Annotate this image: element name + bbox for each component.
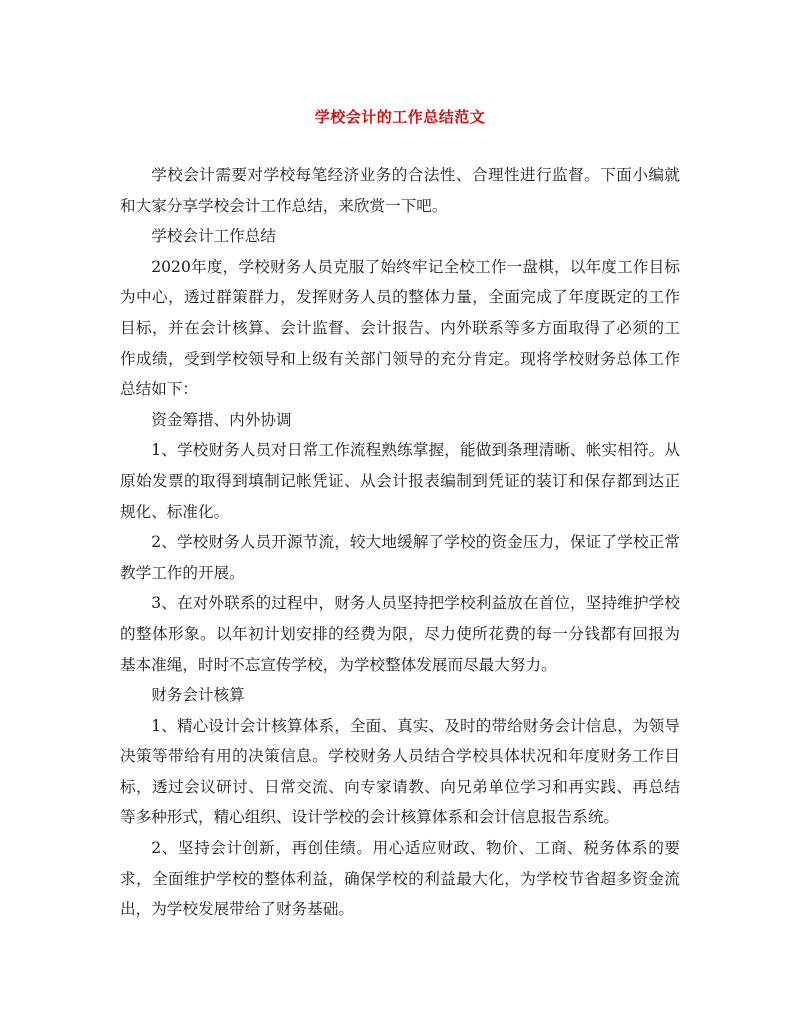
document-body	[120, 160, 680, 925]
funding-item-2: 2、学校财务人员开源节流，较大地缓解了学校的资金压力，保证了学校正常教学工作的开展。	[120, 533, 680, 582]
section-heading-funding: 资金筹措、内外协调	[151, 410, 292, 429]
section-heading-accounting: 财务会计核算	[151, 686, 245, 705]
funding-item-1: 1、学校财务人员对日常工作流程熟练掌握，能做到条理清晰、帐实相符。从原始发票的取得到填制记帐凭证、从会计报表编制到凭证的装订和保存都到达正规化、标准化。	[120, 441, 680, 521]
summary-paragraph: 2020年度，学校财务人员克服了始终牢记全校工作一盘棋，以年度工作目标为中心，透过群策群力，发挥财务人员的整体力量，全面完成了年度既定的工作目标，并在会计核算、会计监督、会计报告、内外联系等多方面取得了必须的工作成绩，受到学校领导和上级有关部门领导的充分肯定。现将学校财务总体工作总结如下：	[120, 257, 680, 399]
document-title: 学校会计的工作总结范文	[314, 108, 486, 126]
accounting-item-1: 1、精心设计会计核算体系，全面、真实、及时的带给财务会计信息，为领导决策等带给有用的决策信息。学校财务人员结合学校具体状况和年度财务工作目标，透过会议研讨、日常交流、向专家请教、向兄弟单位学习和再实践、再总结等多种形式，精心组织、设计学校的会计核算体系和会计信息报告系统。	[120, 716, 680, 827]
funding-item-3: 3、在对外联系的过程中，财务人员坚持把学校利益放在首位，坚持维护学校的整体形象。以年初计划安排的经费为限，尽力使所花费的每一分钱都有回报为基本准绳，时时不忘宣传学校，为学校整体发展而尽最大努力。	[120, 594, 680, 674]
accounting-item-2: 2、坚持会计创新，再创佳绩。用心适应财政、物价、工商、税务体系的要求，全面维护学校的整体利益，确保学校的利益最大化，为学校节省超多资金流出，为学校发展带给了财务基础。	[120, 839, 680, 919]
intro-paragraph: 学校会计需要对学校每笔经济业务的合法性、合理性进行监督。下面小编就和大家分享学校会计工作总结，来欣赏一下吧。	[120, 166, 680, 215]
section-heading-summary: 学校会计工作总结	[151, 227, 276, 246]
